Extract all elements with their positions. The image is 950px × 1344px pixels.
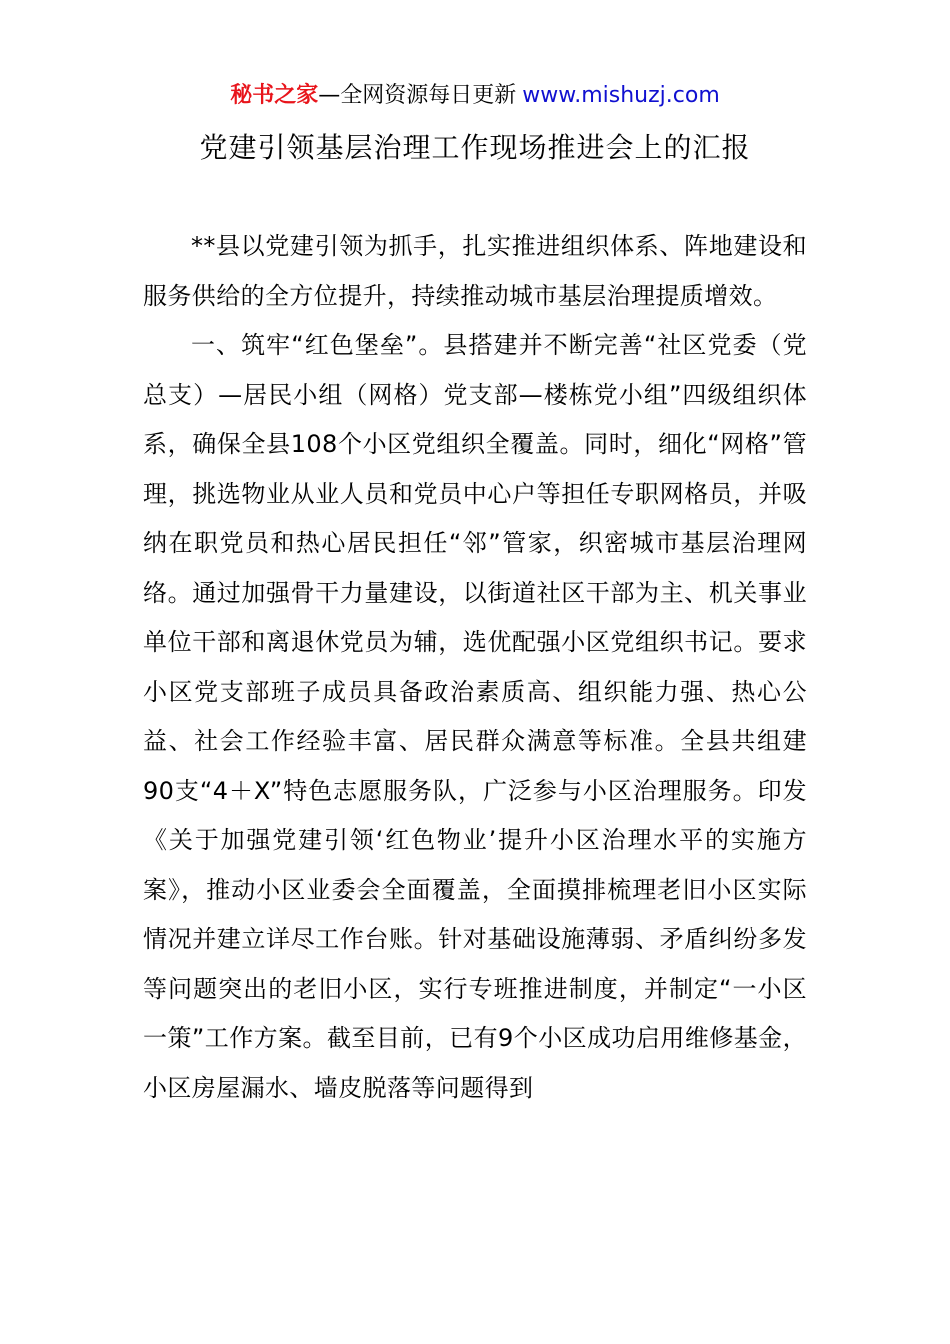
document-body bbox=[143, 222, 807, 1113]
paragraph-section-one: 一、筑牢“红色堡垒”。县搭建并不断完善“社区党委（党总支）—居民小组（网格）党支部—楼栋党小组”四级组织体系，确保全县108个小区党组织全覆盖。同时，细化“网格”管理，挑选物业从业人员和党员中心户等担任专职网格员，并吸纳在职党员和热心居民担任“邻”管家，织密城市基层治理网络。通过加强骨干力量建设，以街道社区干部为主、机关事业单位干部和离退休党员为辅，选优配强小区党组织书记。要求小区党支部班子成员具备政治素质高、组织能力强、热心公益、社会工作经验丰富、居民群众满意等标准。全县共组建90支“4＋X”特色志愿服务队，广泛参与小区治理服务。印发《关于加强党建引领‘红色物业’提升小区治理水平的实施方案》，推动小区业委会全面覆盖，全面摸排梳理老旧小区实际情况并建立详尽工作台账。针对基础设施薄弱、矛盾纠纷多发等问题突出的老旧小区，实行专班推进制度，并制定“一小区一策”工作方案。截至目前，已有9个小区成功启用维修基金，小区房屋漏水、墙皮脱落等问题得到 bbox=[143, 331, 807, 1102]
site-url-link[interactable]: www.mishuzj.com bbox=[522, 83, 720, 108]
brand-name: 秘书之家 bbox=[230, 83, 319, 108]
site-header bbox=[0, 80, 950, 112]
paragraph-intro: **县以党建引领为抓手，扎实推进组织体系、阵地建设和服务供给的全方位提升，持续推动城市基层治理提质增效。 bbox=[143, 232, 807, 310]
document-title: 党建引领基层治理工作现场推进会上的汇报 bbox=[199, 131, 751, 164]
header-tagline: —全网资源每日更新 bbox=[318, 83, 517, 108]
